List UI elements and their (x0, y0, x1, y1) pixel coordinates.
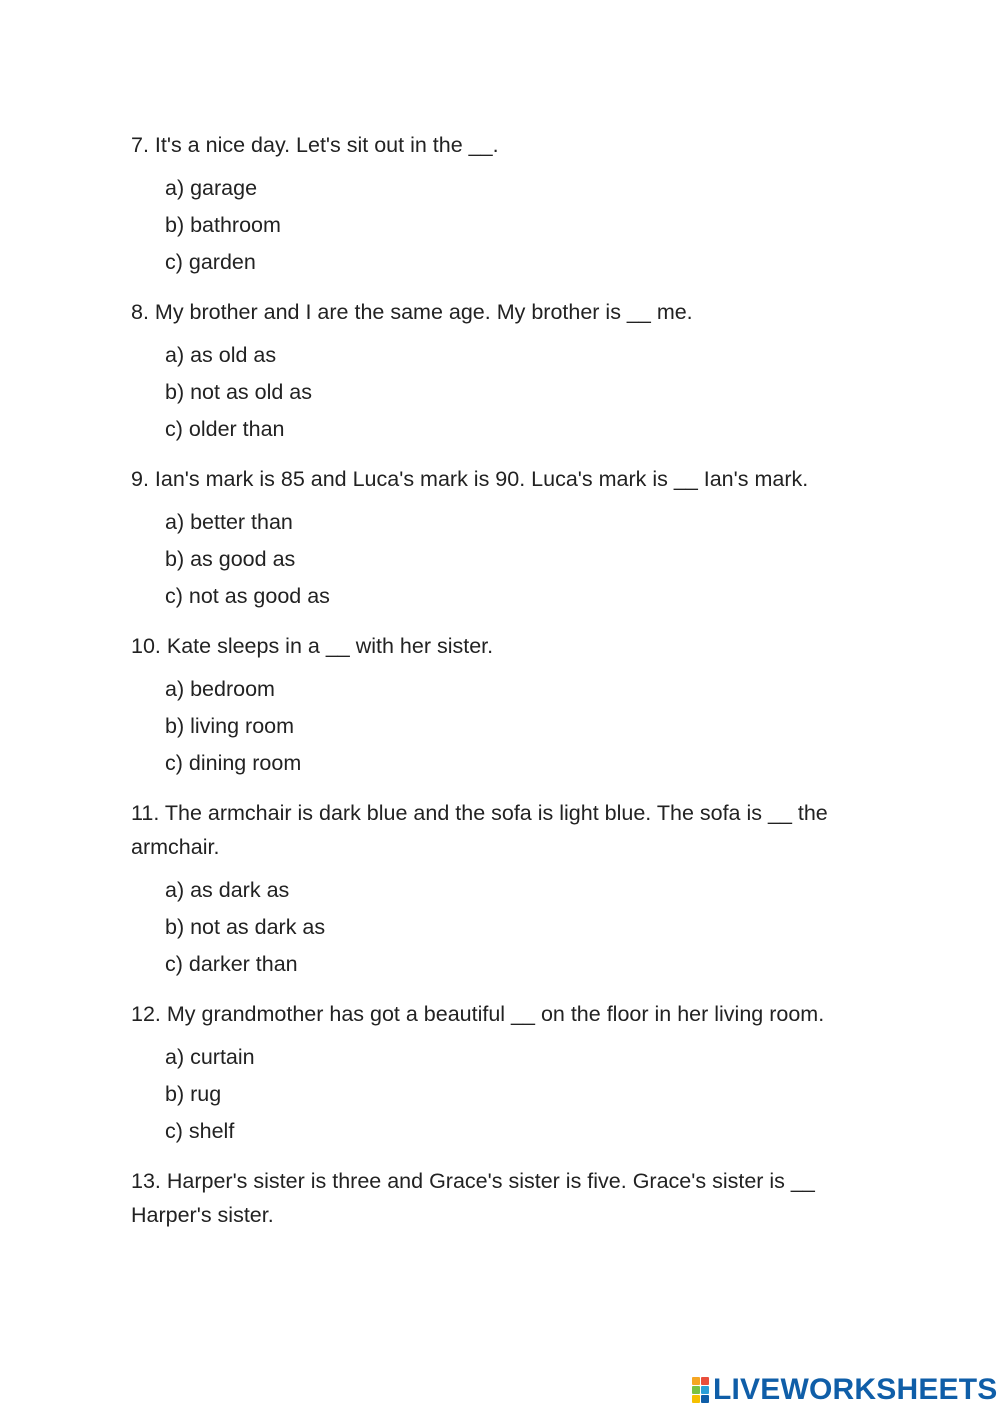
option[interactable]: a) garage (165, 176, 258, 200)
options-list (165, 170, 871, 281)
option[interactable]: b) rug (165, 1082, 222, 1106)
option[interactable]: b) as good as (165, 547, 296, 571)
options-list (165, 337, 871, 448)
question-11 (131, 796, 871, 983)
option[interactable]: a) as old as (165, 343, 277, 367)
liveworksheets-logo-icon (692, 1377, 709, 1403)
option[interactable]: b) not as dark as (165, 915, 326, 939)
option[interactable]: b) living room (165, 714, 295, 738)
question-text: 9. Ian's mark is 85 and Luca's mark is 90. Luca's mark is __ Ian's mark. (131, 467, 809, 491)
option[interactable]: a) better than (165, 510, 293, 534)
question-12 (131, 997, 871, 1150)
worksheet (131, 128, 871, 1232)
option[interactable]: c) darker than (165, 952, 298, 976)
question-10 (131, 629, 871, 782)
option[interactable]: a) bedroom (165, 677, 275, 701)
logo-text: LIVEWORKSHEETS (713, 1373, 998, 1406)
question-9 (131, 462, 871, 615)
liveworksheets-logo (692, 1373, 998, 1407)
question-text: 10. Kate sleeps in a __ with her sister. (131, 634, 494, 658)
question-7 (131, 128, 871, 281)
option[interactable]: c) not as good as (165, 584, 330, 608)
question-8 (131, 295, 871, 448)
option[interactable]: b) bathroom (165, 213, 281, 237)
question-text: 7. It's a nice day. Let's sit out in the __. (131, 133, 499, 157)
option[interactable]: c) shelf (165, 1119, 235, 1143)
options-list (165, 504, 871, 615)
question-text: 11. The armchair is dark blue and the sofa is light blue. The sofa is __ the armchair. (131, 801, 828, 859)
option[interactable]: a) curtain (165, 1045, 255, 1069)
options-list (165, 671, 871, 782)
options-list (165, 1039, 871, 1150)
option[interactable]: c) older than (165, 417, 285, 441)
option[interactable]: c) garden (165, 250, 256, 274)
options-list (165, 872, 871, 983)
question-text: 8. My brother and I are the same age. My brother is __ me. (131, 300, 693, 324)
question-text: 12. My grandmother has got a beautiful __ on the floor in her living room. (131, 1002, 825, 1026)
option[interactable]: a) as dark as (165, 878, 290, 902)
option[interactable]: b) not as old as (165, 380, 313, 404)
question-text: 13. Harper's sister is three and Grace's sister is five. Grace's sister is __ Harper's sister. (131, 1169, 815, 1227)
question-13 (131, 1164, 871, 1232)
option[interactable]: c) dining room (165, 751, 302, 775)
